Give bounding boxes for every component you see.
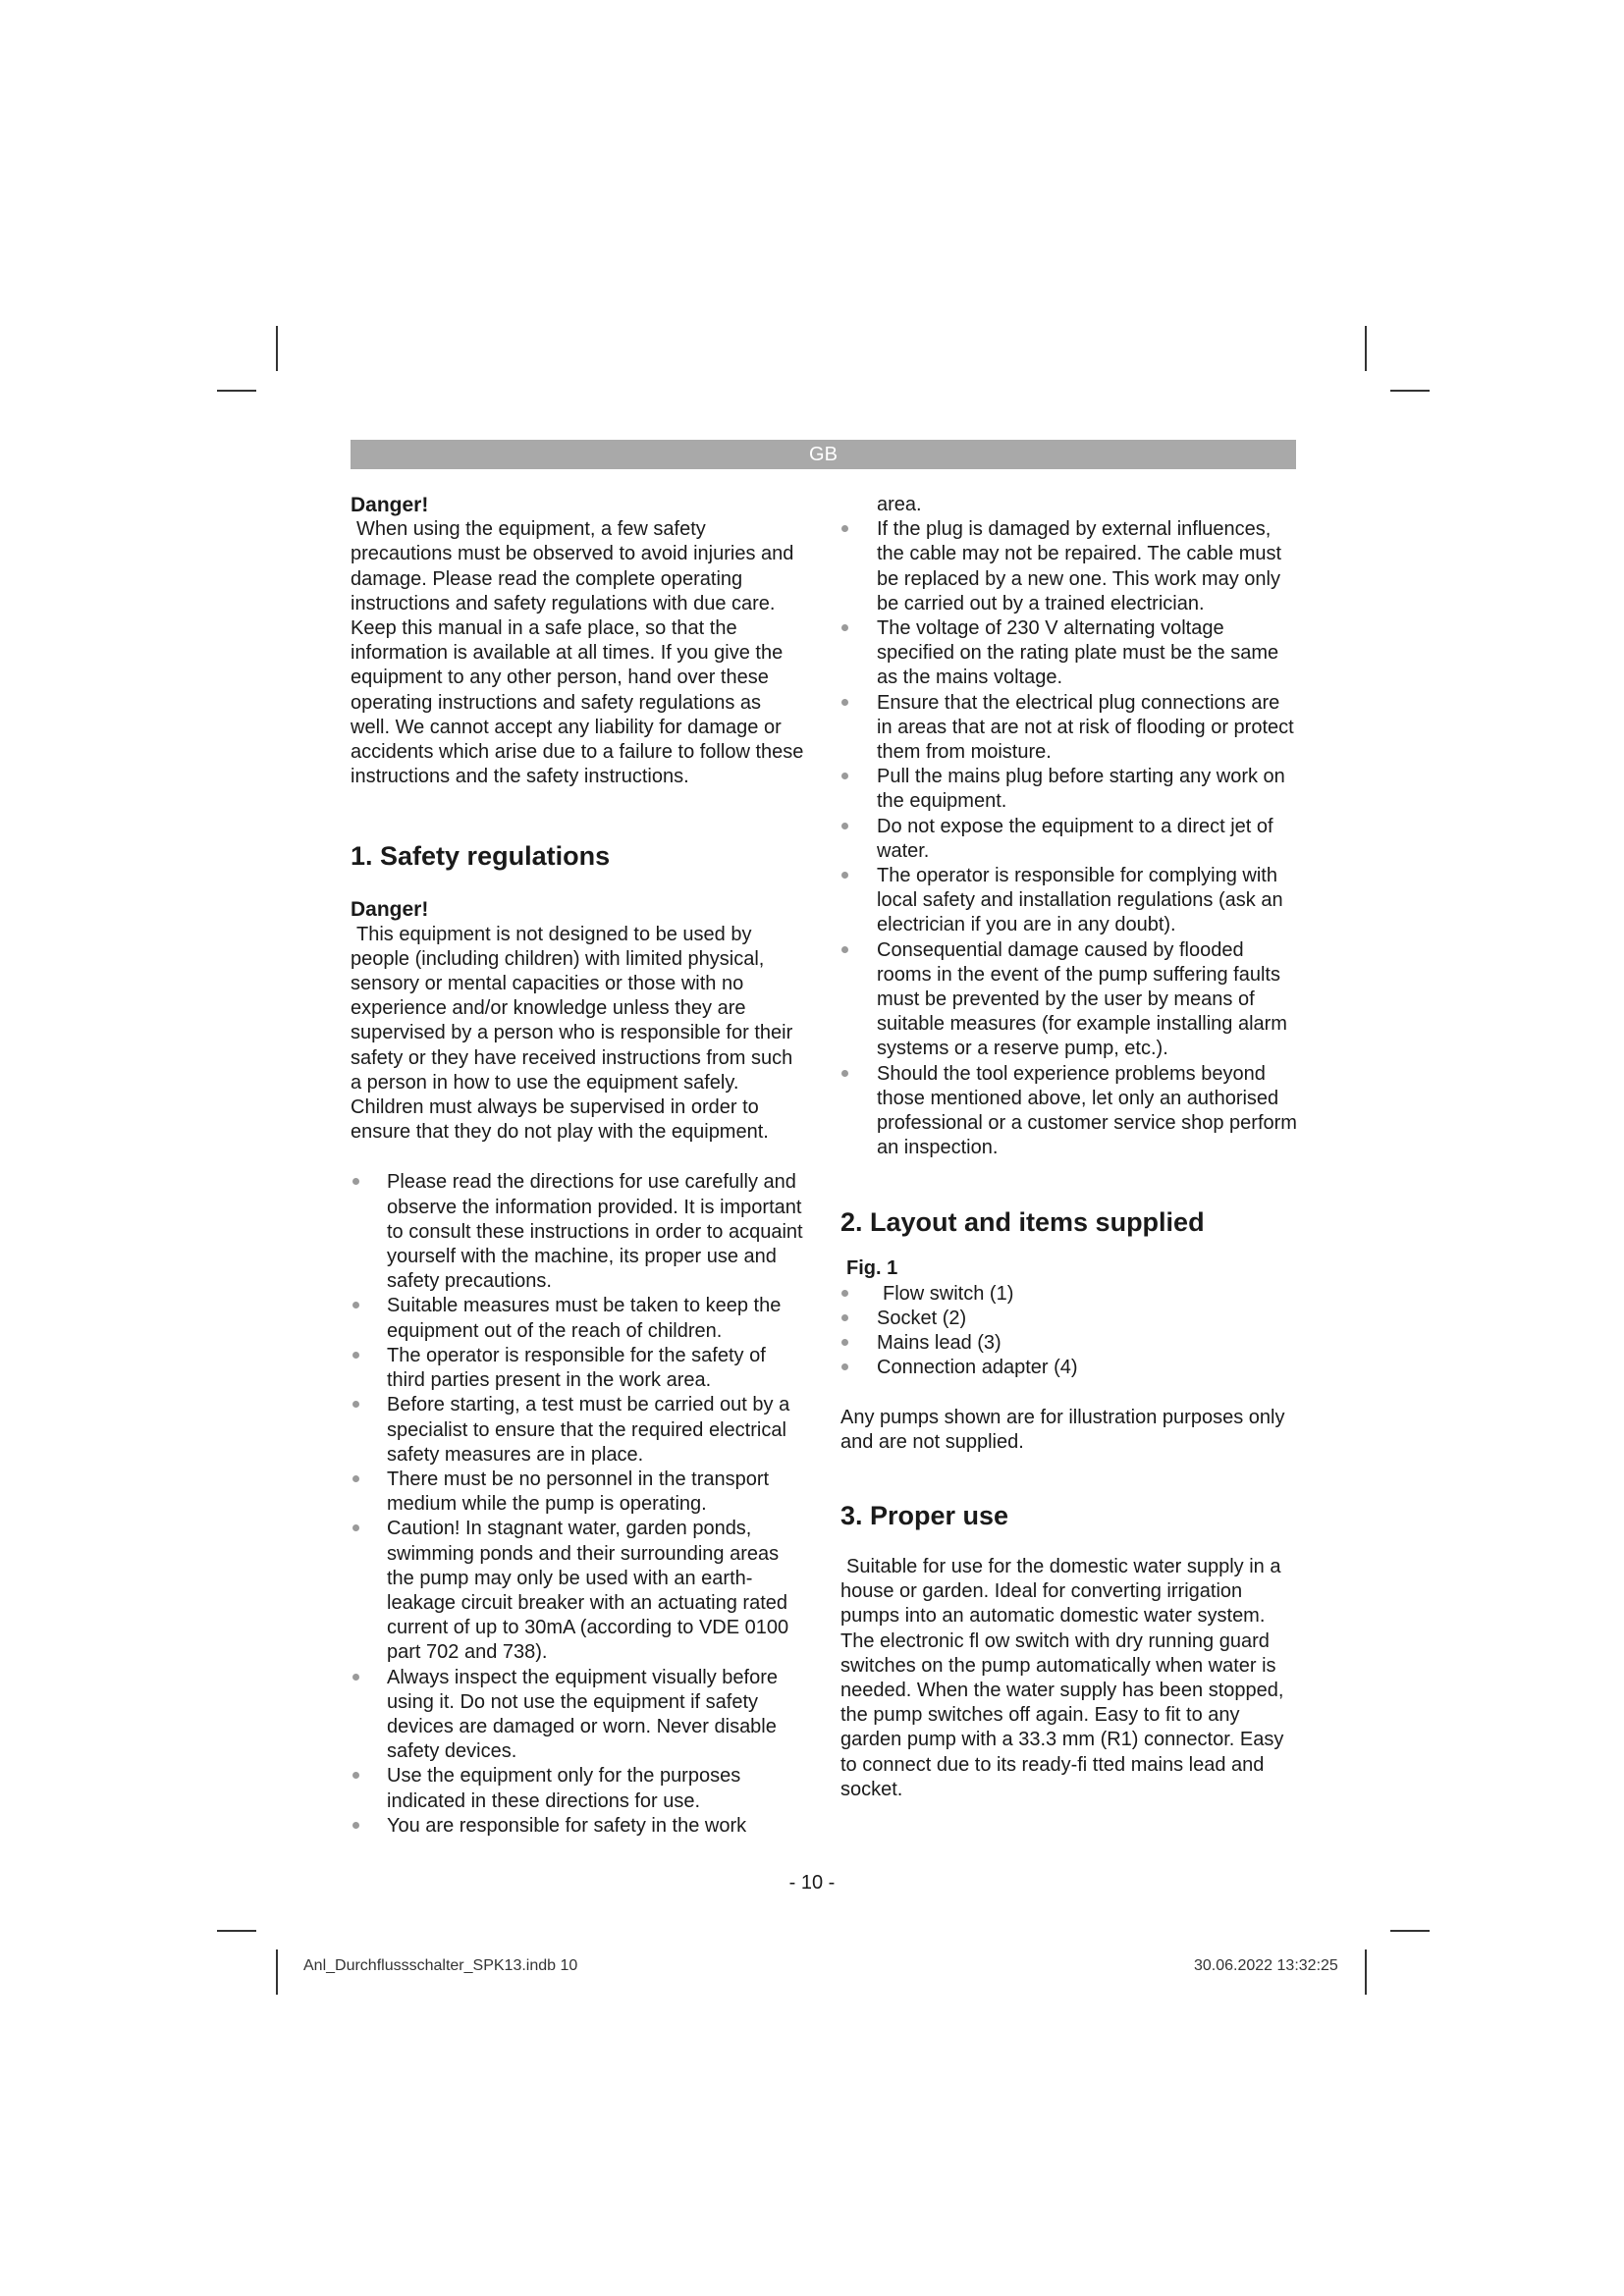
figure-label: Fig. 1 bbox=[846, 1257, 898, 1280]
safety-bullet-list bbox=[351, 1170, 804, 1838]
crop-mark-top-right-vertical bbox=[1365, 326, 1367, 371]
item-label: Flow switch (1) bbox=[883, 1282, 1014, 1305]
section-title-safety-regulations: 1. Safety regulations bbox=[351, 841, 611, 872]
list-item: Please read the directions for use carefully and observe the information provided. It is important to consult these instructions in order to acquaint yourself with the machine, its proper use and safety precautions. bbox=[351, 1170, 804, 1294]
list-item: Use the equipment only for the purposes indicated in these directions for use. bbox=[351, 1764, 804, 1813]
list-item: Do not expose the equipment to a direct jet of water. bbox=[840, 815, 1297, 864]
list-item: Before starting, a test must be carried out by a specialist to ensure that the required electrical safety measures are in place. bbox=[351, 1393, 804, 1468]
list-item: The voltage of 230 V alternating voltage specified on the rating plate must be the same as the mains voltage. bbox=[840, 616, 1297, 691]
continuation-text: area. bbox=[877, 494, 922, 515]
items-supplied-list bbox=[840, 1282, 1297, 1381]
crop-mark-bottom-left-vertical bbox=[276, 1949, 278, 1995]
safety-bullet-list-continued bbox=[840, 517, 1297, 1160]
list-item: The operator is responsible for the safety of third parties present in the work area. bbox=[351, 1344, 804, 1393]
section-title-proper-use: 3. Proper use bbox=[840, 1500, 1009, 1530]
list-item: There must be no personnel in the transport medium while the pump is operating. bbox=[351, 1468, 804, 1517]
footer-filename: Anl_Durchflussschalter_SPK13.indb 10 bbox=[303, 1957, 578, 1974]
crop-mark-bottom-right-vertical bbox=[1365, 1949, 1367, 1995]
section-title-layout-items: 2. Layout and items supplied bbox=[840, 1207, 1205, 1238]
crop-mark-top-right-horizontal bbox=[1390, 390, 1430, 392]
list-item: Should the tool experience problems beyond those mentioned above, let only an authorised professional or a customer service shop perform an inspection. bbox=[840, 1062, 1297, 1161]
list-item: Mains lead (3) bbox=[840, 1331, 1297, 1356]
language-label: GB bbox=[809, 444, 838, 465]
danger-intro-text: When using the equipment, a few safety precautions must be observed to avoid injuries and damage. Please read the complete operating instructions and safety regulations with due care. Keep this manual in a safe place, so that the information is available at all times. If you give the equipment to any other person, hand over these operating instructions and safety regulations as well. We cannot accept any liability for damage or accidents which arise due to a failure to follow these instructions and the safety instructions. bbox=[351, 518, 804, 788]
list-item: The operator is responsible for complying with local safety and installation regulations (ask an electrician if you are in any doubt). bbox=[840, 864, 1297, 938]
list-item: Connection adapter (4) bbox=[840, 1356, 1297, 1380]
list-item: Suitable measures must be taken to keep the equipment out of the reach of children. bbox=[351, 1294, 804, 1343]
list-item: Consequential damage caused by flooded rooms in the event of the pump suffering faults must be prevented by the user by means of suitable measures (for example installing alarm systems or a reserve pump, etc.). bbox=[840, 938, 1297, 1062]
danger-children-text: This equipment is not designed to be used by people (including children) with limited physical, sensory or mental capacities or those with no experience and/or knowledge unless they are supervised by a person who is responsible for their safety or they have received instructions from such a person in how to use the equipment safely. Children must always be supervised in order to ensure that they do not play with the equipment. bbox=[351, 923, 793, 1144]
list-item: If the plug is damaged by external influences, the cable may not be repaired. The cable must be replaced by a new one. This work may only be carried out by a trained electrician. bbox=[840, 517, 1297, 616]
danger-heading: Danger! bbox=[351, 494, 429, 516]
footer-timestamp: 30.06.2022 13:32:25 bbox=[1194, 1957, 1338, 1974]
list-item: Ensure that the electrical plug connections are in areas that are not at risk of flooding or protect them from moisture. bbox=[840, 691, 1297, 766]
list-item: You are responsible for safety in the work bbox=[351, 1814, 804, 1839]
right-column bbox=[840, 493, 1297, 1802]
crop-mark-bottom-right-horizontal bbox=[1390, 1930, 1430, 1932]
crop-mark-top-left-vertical bbox=[276, 326, 278, 371]
page-number: - 10 - bbox=[788, 1872, 836, 1894]
pumps-note: Any pumps shown are for illustration purposes only and are not supplied. bbox=[840, 1406, 1285, 1453]
proper-use-text: Suitable for use for the domestic water supply in a house or garden. Ideal for converting irrigation pumps into an automatic domestic water system. The electronic fl ow switch with dry running guard switches on the pump automatically when water is needed. When the water supply has been stopped, the pump switches off again. Easy to fit to any garden pump with a 33.3 mm (R1) connector. Easy to connect due to its ready-fi tted mains lead and socket. bbox=[840, 1555, 1284, 1800]
crop-mark-bottom-left-horizontal bbox=[217, 1930, 256, 1932]
list-item bbox=[840, 1282, 1297, 1307]
list-item: Always inspect the equipment visually before using it. Do not use the equipment if safety devices are damaged or worn. Never disable safety devices. bbox=[351, 1666, 804, 1765]
list-item: Pull the mains plug before starting any work on the equipment. bbox=[840, 765, 1297, 814]
crop-mark-top-left-horizontal bbox=[217, 390, 256, 392]
list-item: Socket (2) bbox=[840, 1307, 1297, 1331]
danger-heading-2: Danger! bbox=[351, 898, 429, 922]
language-header-bar bbox=[351, 440, 1296, 469]
list-item: Caution! In stagnant water, garden ponds, swimming ponds and their surrounding areas the pump may only be used with an earth-leakage circuit breaker with an actuating rated current of up to 30mA (according to VDE 0100 part 702 and 738). bbox=[351, 1517, 804, 1665]
left-column bbox=[351, 493, 804, 1839]
